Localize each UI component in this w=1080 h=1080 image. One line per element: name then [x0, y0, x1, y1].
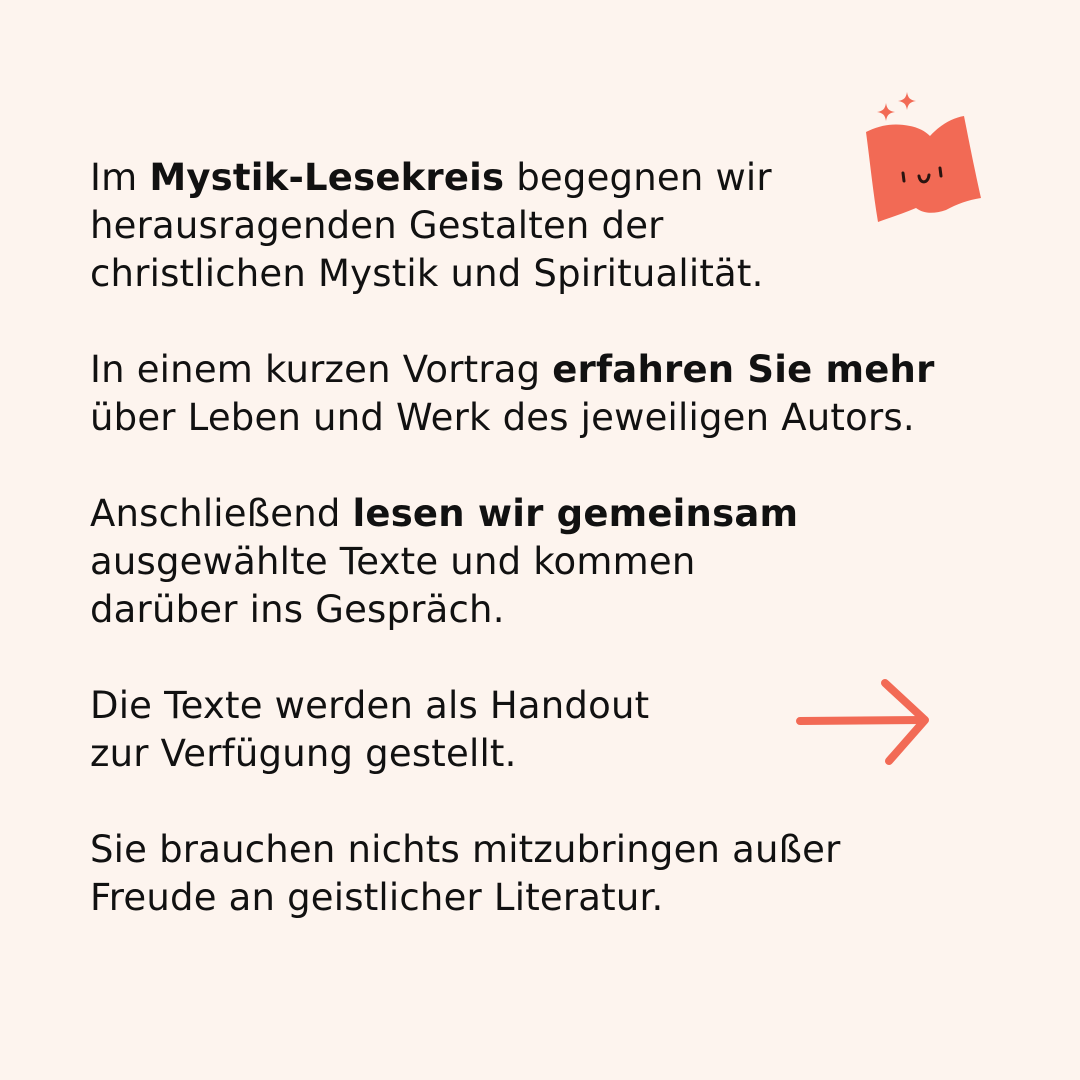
text-line [90, 252, 764, 295]
body-text: zur Verfügung gestellt. [90, 732, 517, 775]
emphasis-text: erfahren Sie mehr [552, 348, 935, 391]
paragraph [90, 490, 1020, 634]
text-line [90, 540, 696, 583]
body-text: über Leben und Werk des jeweiligen Autors. [90, 396, 915, 439]
body-text: ausgewählte Texte und kommen [90, 540, 696, 583]
sparkle-icon [877, 92, 916, 121]
body-text: Freude an geistlicher Literatur. [90, 876, 664, 919]
text-line [90, 876, 664, 919]
emphasis-text: Mystik-Lesekreis [149, 156, 505, 199]
body-text: begegnen wir [504, 156, 772, 199]
emphasis-text: lesen wir gemeinsam [352, 492, 799, 535]
text-line [90, 588, 505, 631]
text-line [90, 684, 649, 727]
paragraph [90, 154, 1020, 298]
body-text: In einem kurzen Vortrag [90, 348, 553, 391]
text-line [90, 492, 798, 535]
text-line [90, 156, 772, 199]
body-text: darüber ins Gespräch. [90, 588, 505, 631]
body-text: Anschließend [90, 492, 353, 535]
body-text: Im [90, 156, 150, 199]
body-text: Sie brauchen nichts mitzubringen außer [90, 828, 841, 871]
text-line [90, 828, 841, 871]
arrow-right-icon [792, 675, 937, 770]
text-line [90, 732, 517, 775]
paragraph [90, 346, 1020, 442]
text-line [90, 204, 664, 247]
text-line [90, 348, 935, 391]
body-text: herausragenden Gestalten der [90, 204, 664, 247]
body-text: Die Texte werden als Handout [90, 684, 650, 727]
paragraph [90, 826, 1020, 922]
main-text [90, 154, 1020, 922]
body-text: christlichen Mystik und Spiritualität. [90, 252, 764, 295]
text-line [90, 396, 915, 439]
